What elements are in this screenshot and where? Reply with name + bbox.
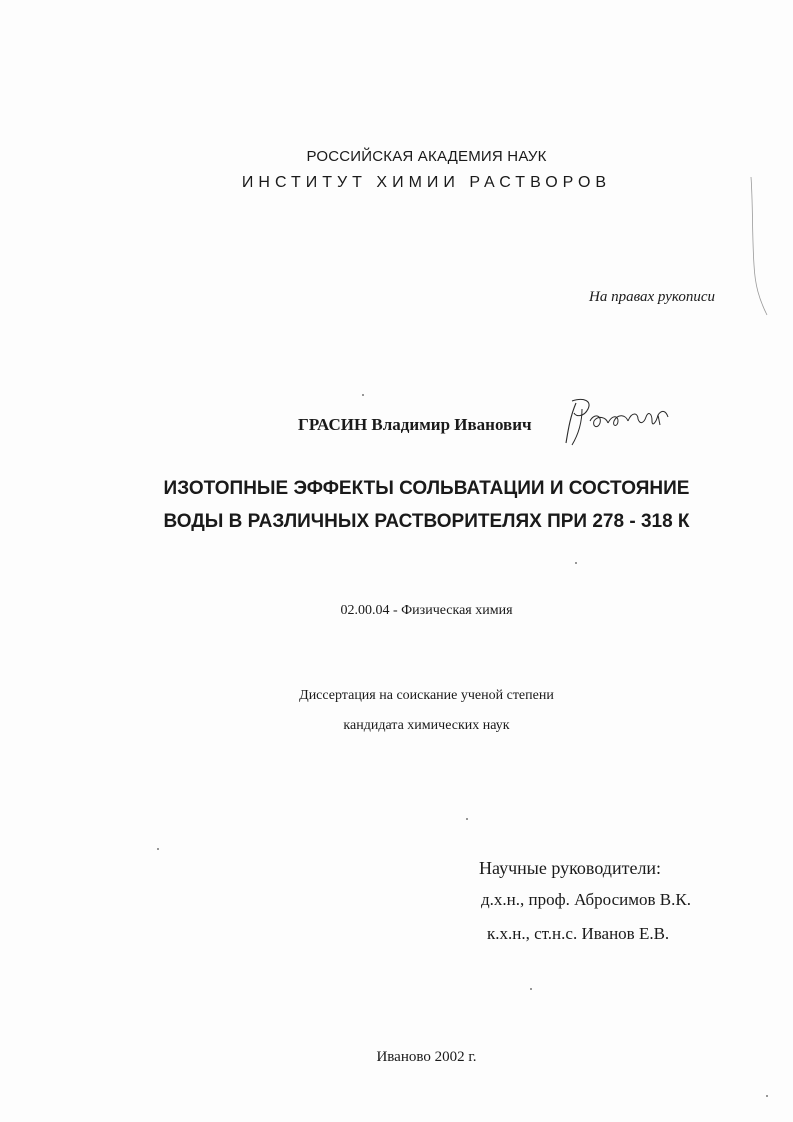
scan-speck — [530, 988, 532, 990]
scan-speck — [466, 818, 468, 820]
scan-speck — [157, 848, 159, 850]
handwritten-signature — [562, 395, 672, 451]
place-year: Иваново 2002 г. — [376, 1049, 477, 1065]
scan-speck — [766, 1095, 768, 1097]
advisor-1: д.х.н., проф. Абросимов В.К. — [481, 890, 691, 909]
advisors-heading: Научные руководители: — [479, 858, 662, 878]
scan-edge-mark — [735, 175, 775, 325]
dissertation-line-2: кандидата химических наук — [343, 718, 510, 733]
scan-speck — [575, 562, 577, 564]
dissertation-line-1: Диссертация на соискание ученой степени — [299, 688, 554, 703]
rights-note: На правах рукописи — [589, 289, 715, 305]
title-line-1: ИЗОТОПНЫЕ ЭФФЕКТЫ СОЛЬВАТАЦИИ И СОСТОЯНИЕ — [163, 478, 690, 499]
advisor-2: к.х.н., ст.н.с. Иванов Е.В. — [487, 924, 670, 943]
scan-speck — [362, 394, 364, 396]
title-line-2: ВОДЫ В РАЗЛИЧНЫХ РАСТВОРИТЕЛЯХ ПРИ 278 - 318 К — [163, 511, 690, 532]
author-name: ГРАСИН Владимир Иванович — [298, 415, 532, 434]
specialty-code: 02.00.04 - Физическая химия — [340, 603, 513, 618]
institute-name: ИНСТИТУТ ХИМИИ РАСТВОРОВ — [241, 174, 612, 191]
academy-name: РОССИЙСКАЯ АКАДЕМИЯ НАУК — [306, 148, 547, 165]
